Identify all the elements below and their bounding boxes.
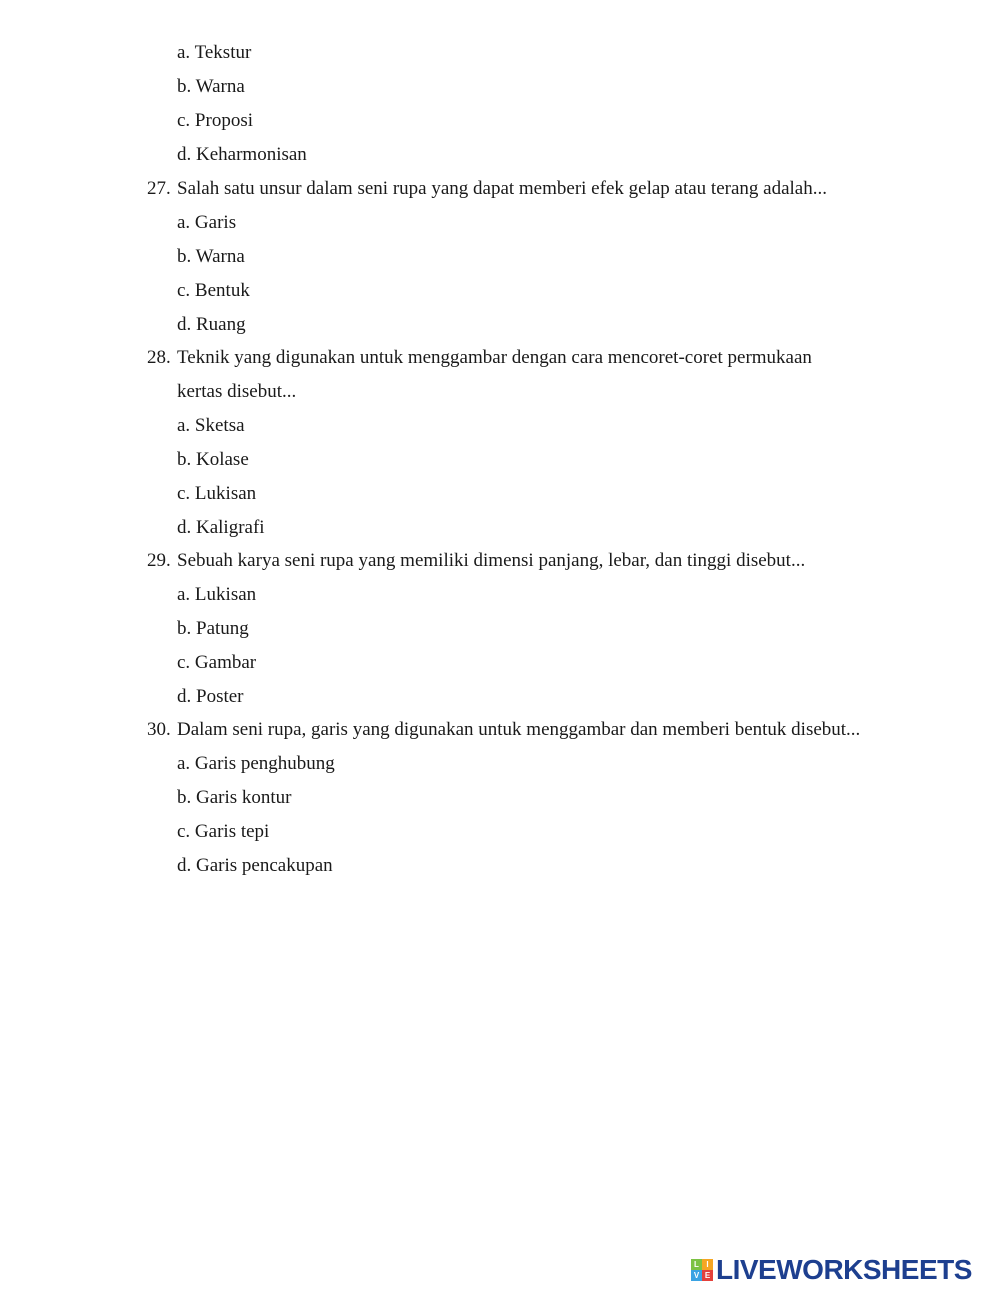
q27-text: Salah satu unsur dalam seni rupa yang dapat memberi efek gelap atau terang adalah... [177, 178, 827, 199]
q26-option-c[interactable]: c. Proposi [177, 110, 253, 131]
q30-number: 30. [147, 719, 171, 740]
logo-mark-letter: E [702, 1270, 713, 1281]
q30-option-c[interactable]: c. Garis tepi [177, 821, 270, 842]
q27-option-d[interactable]: d. Ruang [177, 314, 246, 335]
q30-option-b[interactable]: b. Garis kontur [177, 787, 292, 808]
q29-text: Sebuah karya seni rupa yang memiliki dimensi panjang, lebar, dan tinggi disebut... [177, 550, 806, 571]
q29-number: 29. [147, 550, 171, 571]
q29-option-b[interactable]: b. Patung [177, 618, 249, 639]
q28-option-c[interactable]: c. Lukisan [177, 483, 257, 504]
q26-option-a[interactable]: a. Tekstur [177, 42, 252, 63]
q27-option-b[interactable]: b. Warna [177, 246, 245, 267]
q26-option-d[interactable]: d. Keharmonisan [177, 144, 307, 165]
q29-option-c[interactable]: c. Gambar [177, 652, 257, 673]
logo-mark-letter: V [691, 1270, 702, 1281]
q30-option-d[interactable]: d. Garis pencakupan [177, 855, 333, 876]
q29-option-d[interactable]: d. Poster [177, 686, 244, 707]
q27-number: 27. [147, 178, 171, 199]
logo-mark-letter: I [702, 1259, 713, 1270]
q29-option-a[interactable]: a. Lukisan [177, 584, 257, 605]
q26-option-b[interactable]: b. Warna [177, 76, 245, 97]
q28-text-continued: kertas disebut... [177, 381, 297, 402]
q28-option-d[interactable]: d. Kaligrafi [177, 517, 265, 538]
liveworksheets-logo-text: LIVEWORKSHEETS [716, 1254, 972, 1285]
q28-number: 28. [147, 347, 171, 368]
q30-option-a[interactable]: a. Garis penghubung [177, 753, 335, 774]
q28-text: Teknik yang digunakan untuk menggambar dengan cara mencoret-coret permukaan [177, 347, 812, 368]
q28-option-a[interactable]: a. Sketsa [177, 415, 245, 436]
logo-mark-letter: L [691, 1259, 702, 1270]
liveworksheets-logo-icon [691, 1259, 713, 1281]
q30-text: Dalam seni rupa, garis yang digunakan untuk menggambar dan memberi bentuk disebut... [177, 719, 861, 740]
q27-option-c[interactable]: c. Bentuk [177, 280, 250, 301]
q28-option-b[interactable]: b. Kolase [177, 449, 249, 470]
q27-option-a[interactable]: a. Garis [177, 212, 237, 233]
liveworksheets-logo [691, 1255, 972, 1285]
